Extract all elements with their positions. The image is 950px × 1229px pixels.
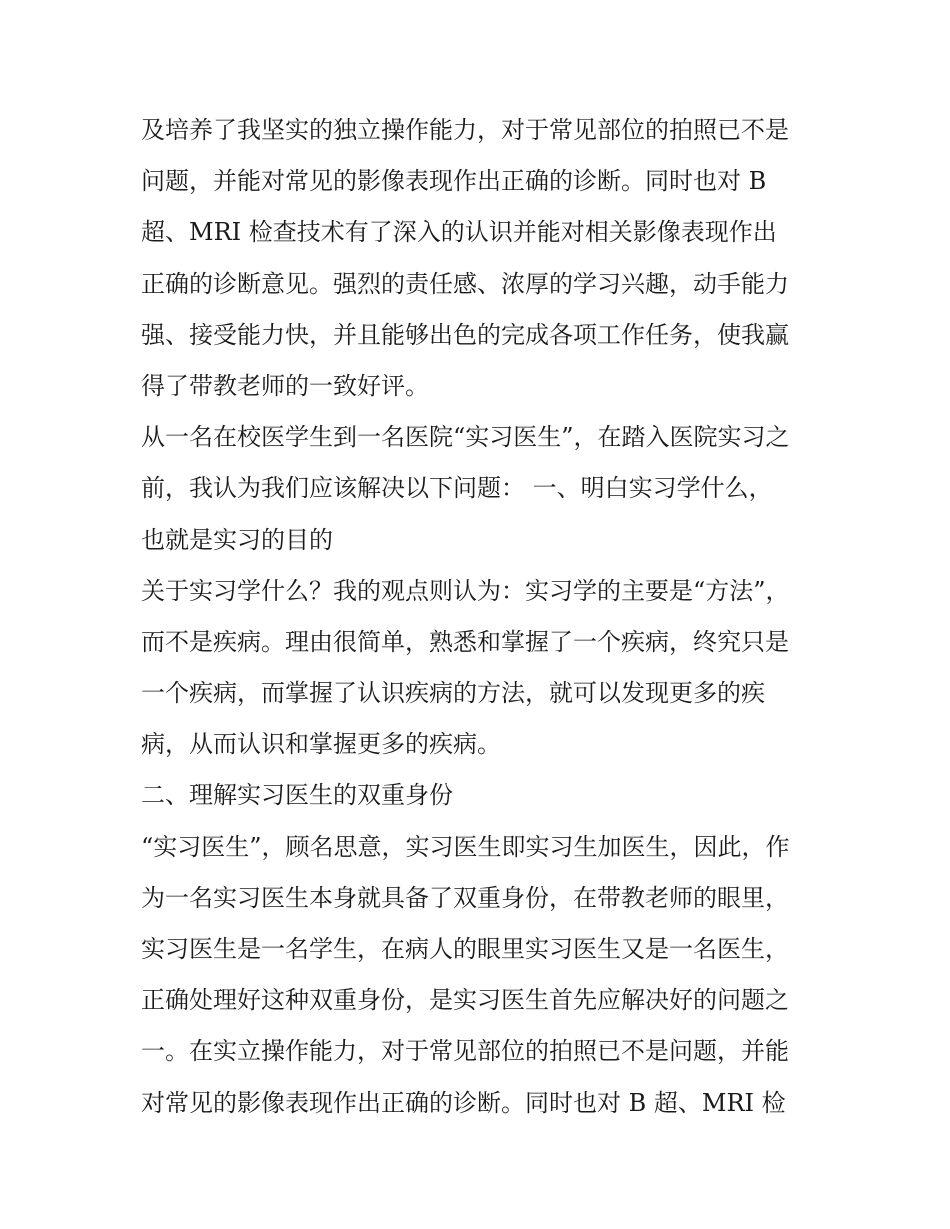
text-line: 病，从而认识和掌握更多的疾病。 bbox=[141, 730, 501, 759]
text-line: 而不是疾病。理由很简单，熟悉和掌握了一个疾病，终究只是 bbox=[141, 627, 789, 656]
body-text bbox=[141, 105, 816, 1129]
text-line: 超、MRI 检查技术有了深入的认识并能对相关影像表现作出 bbox=[141, 218, 777, 247]
text-line: 对常见的影像表现作出正确的诊断。同时也对 B 超、MRI 检 bbox=[141, 1088, 786, 1117]
text-line: 实习医生是一名学生，在病人的眼里实习医生又是一名医生， bbox=[141, 935, 789, 963]
text-line: 正确处理好这种双重身份，是实习医生首先应解决好的问题之 bbox=[141, 986, 789, 1015]
text-line: 问题，并能对常见的影像表现作出正确的诊断。同时也对 B bbox=[141, 167, 767, 196]
text-line: 及培养了我坚实的独立操作能力，对于常见部位的拍照已不是 bbox=[141, 116, 789, 144]
text-line: 关于实习学什么？我的观点则认为：实习学的主要是“方法”， bbox=[141, 576, 790, 605]
text-line: 强、接受能力快，并且能够出色的完成各项工作任务，使我赢 bbox=[141, 320, 789, 349]
text-line: 也就是实习的目的 bbox=[141, 525, 333, 554]
text-line: “实习医生”，顾名思意，实习医生即实习生加医生，因此，作 bbox=[141, 832, 790, 861]
text-line: 得了带教老师的一致好评。 bbox=[141, 371, 429, 400]
text-line: 一个疾病，而掌握了认识疾病的方法，就可以发现更多的疾 bbox=[141, 679, 765, 708]
text-line: 为一名实习医生本身就具备了双重身份，在带教老师的眼里， bbox=[141, 883, 789, 912]
text-line: 二、理解实习医生的双重身份 bbox=[141, 781, 453, 810]
text-line: 正确的诊断意见。强烈的责任感、浓厚的学习兴趣，动手能力 bbox=[141, 269, 789, 298]
text-line: 一。在实立操作能力，对于常见部位的拍照已不是问题，并能 bbox=[141, 1037, 789, 1066]
text-line: 从一名在校医学生到一名医院“实习医生”，在踏入医院实习之 bbox=[141, 423, 790, 452]
text-line: 前，我认为我们应该解决以下问题： 一、明白实习学什么， bbox=[141, 474, 773, 503]
